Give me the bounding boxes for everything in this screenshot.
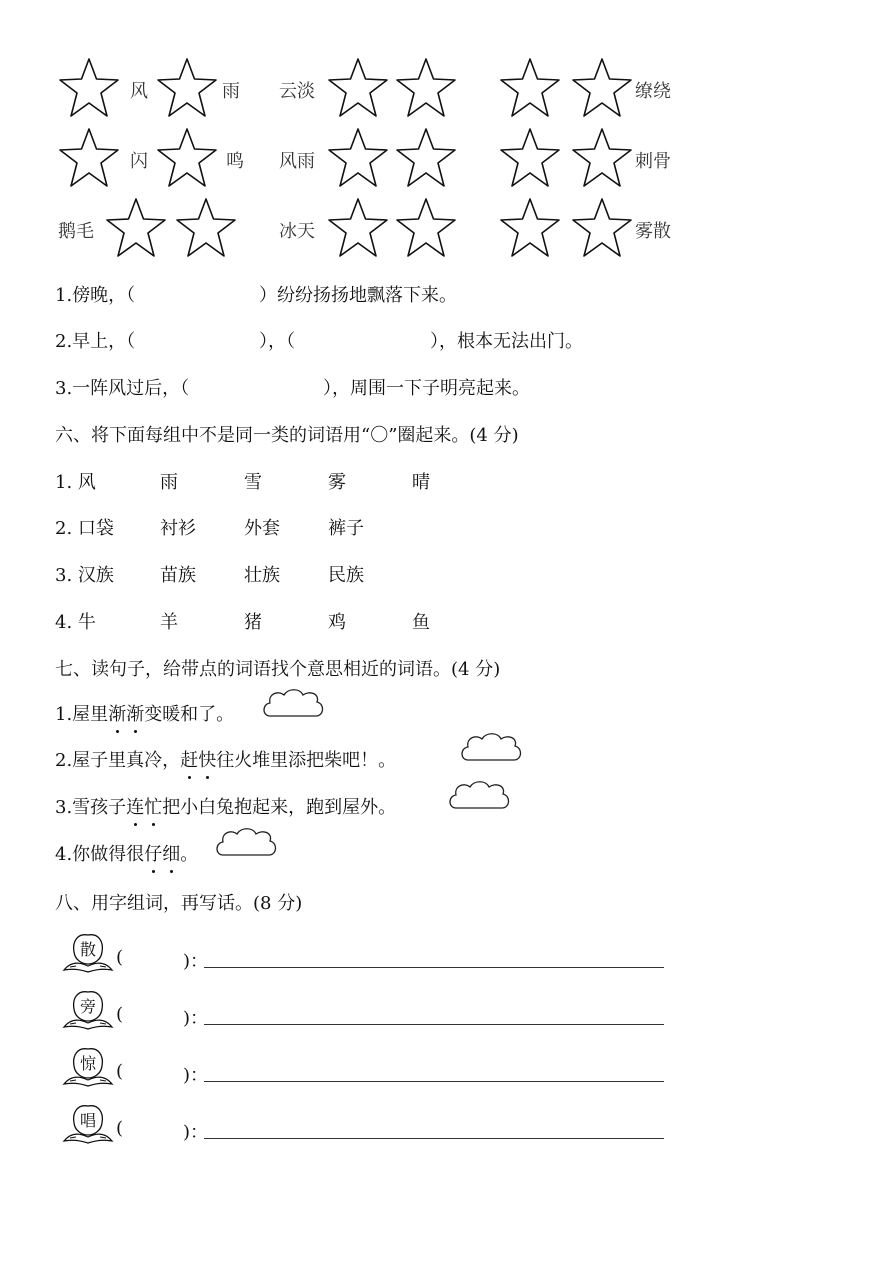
star-icon[interactable] (570, 196, 634, 260)
dotted-char: 细 (162, 840, 180, 866)
answer-cloud-icon[interactable] (460, 730, 524, 766)
star-icon[interactable] (498, 196, 562, 260)
word: 雪 (244, 472, 262, 493)
section-6-heading: 六、将下面每组中不是同一类的词语用“〇”圈起来。(4 分) (55, 425, 519, 446)
answer-cloud-icon[interactable] (215, 825, 279, 861)
word: 鸡 (328, 612, 346, 633)
sentence-3-start: 3.一阵风过后，（ (55, 378, 190, 399)
word: 猪 (244, 612, 262, 633)
word: 晴 (412, 472, 430, 493)
star-icon[interactable] (57, 126, 121, 190)
dotted-char: 快 (198, 746, 216, 772)
sentence-2-mid: ），（ (259, 331, 295, 352)
peach-icon (60, 987, 116, 1035)
peach-char: 散 (79, 940, 96, 959)
star-icon[interactable] (394, 56, 458, 120)
paren-close: )： (183, 1065, 209, 1086)
word: 雾 (328, 472, 346, 493)
word: 2. 口袋 (55, 518, 114, 539)
star-word: 闪 (130, 151, 148, 172)
word: 3. 汉族 (55, 565, 114, 586)
star-icon[interactable] (155, 126, 219, 190)
dotted-char: 渐 (108, 700, 126, 726)
paren-open: ( (116, 1004, 124, 1025)
peach-char: 旁 (79, 997, 96, 1016)
writing-line[interactable] (204, 1081, 664, 1082)
section-7-q1: 1.屋里渐渐变暖和了。 (55, 700, 234, 726)
star-icon[interactable] (570, 126, 634, 190)
paren-open: ( (116, 1118, 124, 1139)
paren-close: )： (183, 951, 209, 972)
dotted-char: 忙 (144, 793, 162, 819)
sentence-2-start: 2.早上，（ (55, 331, 136, 352)
sentence-2-end: ），根本无法出门。 (430, 331, 583, 352)
dotted-char: 赶 (180, 746, 198, 772)
peach-icon (60, 1101, 116, 1149)
star-icon[interactable] (570, 56, 634, 120)
word: 裤子 (328, 518, 364, 539)
star-icon[interactable] (394, 196, 458, 260)
word: 鱼 (412, 612, 430, 633)
word: 壮族 (244, 565, 280, 586)
answer-cloud-icon[interactable] (448, 778, 512, 814)
writing-line[interactable] (204, 1024, 664, 1025)
answer-cloud-icon[interactable] (262, 686, 326, 722)
sentence-1-end: ）纷纷扬扬地飘落下来。 (259, 285, 457, 306)
paren-close: )： (183, 1008, 209, 1029)
star-icon[interactable] (394, 126, 458, 190)
section-7-q2: 2.屋子里真冷，赶快往火堆里添把柴吧！。 (55, 746, 396, 772)
word: 衬衫 (160, 518, 196, 539)
star-word: 鹅毛 (58, 221, 94, 242)
word: 雨 (160, 472, 178, 493)
star-icon[interactable] (326, 56, 390, 120)
word: 羊 (160, 612, 178, 633)
star-icon[interactable] (57, 56, 121, 120)
star-word: 风 (130, 81, 148, 102)
paren-open: ( (116, 1061, 124, 1082)
peach-icon (60, 930, 116, 978)
dotted-char: 仔 (144, 840, 162, 866)
star-word: 云淡 (279, 81, 315, 102)
star-word: 风雨 (279, 151, 315, 172)
writing-line[interactable] (204, 967, 664, 968)
sentence-1-start: 1.傍晚，（ (55, 285, 136, 306)
section-7-q3: 3.雪孩子连忙把小白兔抱起来，跑到屋外。 (55, 793, 396, 819)
star-icon[interactable] (326, 196, 390, 260)
sentence-3-end: ），周围一下子明亮起来。 (323, 378, 530, 399)
peach-icon (60, 1044, 116, 1092)
paren-open: ( (116, 947, 124, 968)
dotted-char: 连 (126, 793, 144, 819)
dotted-char: 渐 (126, 700, 144, 726)
section-7-heading: 七、读句子，给带点的词语找个意思相近的词语。(4 分) (55, 659, 501, 680)
word: 4. 牛 (55, 612, 96, 633)
paren-close: )： (183, 1122, 209, 1143)
star-icon[interactable] (326, 126, 390, 190)
peach-char: 唱 (79, 1111, 96, 1130)
star-word: 缭绕 (635, 81, 671, 102)
word: 民族 (328, 565, 364, 586)
peach-char: 惊 (79, 1054, 96, 1073)
star-word: 刺骨 (635, 151, 671, 172)
star-word: 雾散 (635, 221, 671, 242)
star-icon[interactable] (174, 196, 238, 260)
star-word: 雨 (222, 81, 240, 102)
star-icon[interactable] (498, 56, 562, 120)
section-7-q4: 4.你做得很仔细。 (55, 840, 198, 866)
writing-line[interactable] (204, 1138, 664, 1139)
word: 苗族 (160, 565, 196, 586)
star-icon[interactable] (498, 126, 562, 190)
star-word: 冰天 (279, 221, 315, 242)
section-8-heading: 八、用字组词，再写话。(8 分) (55, 893, 303, 914)
word: 外套 (244, 518, 280, 539)
star-word: 鸣 (226, 151, 244, 172)
word: 1. 风 (55, 472, 96, 493)
star-icon[interactable] (104, 196, 168, 260)
star-icon[interactable] (155, 56, 219, 120)
